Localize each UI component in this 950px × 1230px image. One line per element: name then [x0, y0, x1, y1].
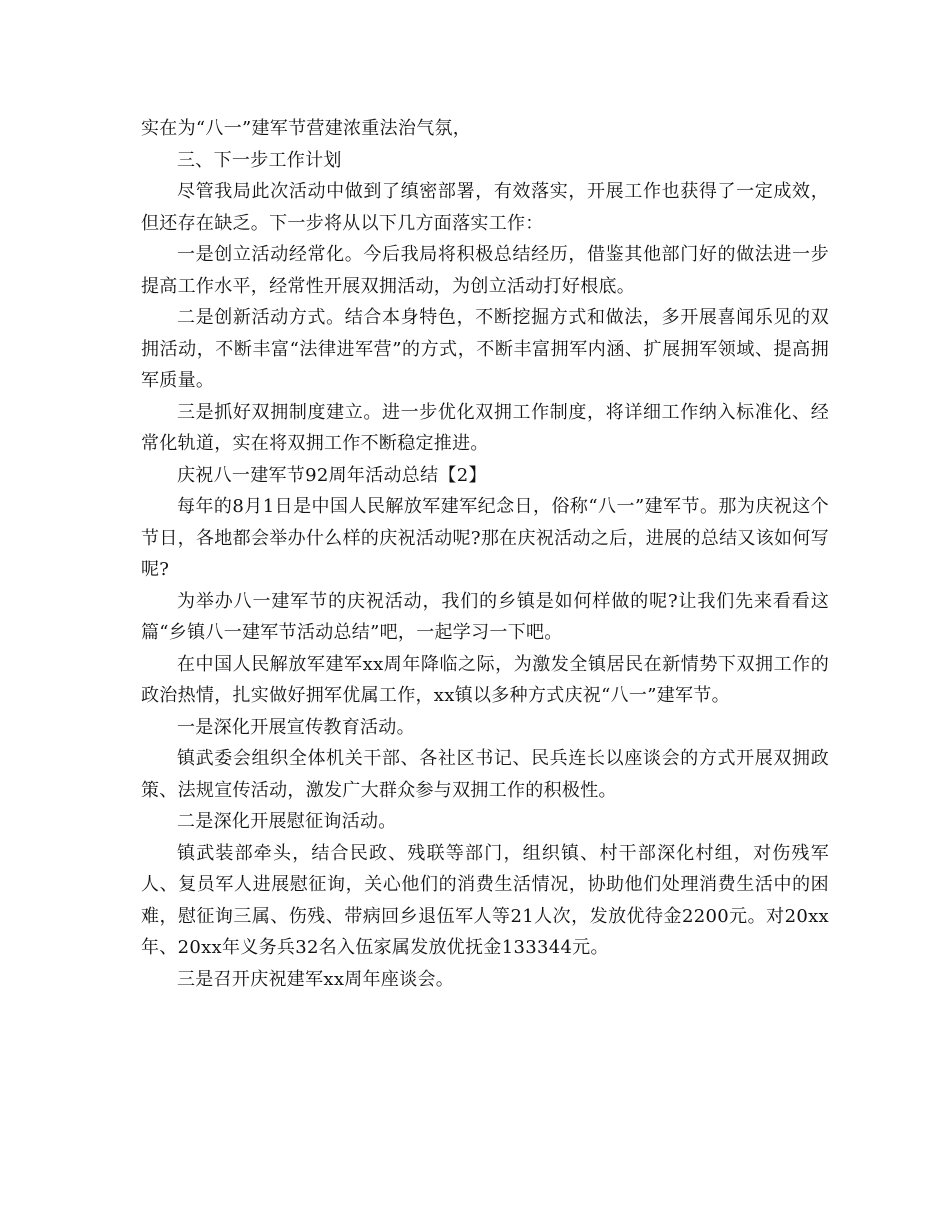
paragraph: 一是深化开展宣传教育活动。 [177, 716, 415, 738]
document-body [141, 113, 829, 995]
paragraph: 实在为“八一”建军节营建浓重法治气氛， [141, 118, 472, 139]
section-heading: 三、下一步工作计划 [177, 149, 342, 171]
paragraph: 二是深化开展慰征询活动。 [177, 811, 397, 832]
paragraph: 三是召开庆祝建军xx周年座谈会。 [177, 968, 455, 990]
paragraph: 三是抓好双拥制度建立。进一步优化双拥工作制度，将详细工作纳入标准化、经常化轨道，实在将双拥工作不断稳定推进。 [141, 401, 829, 454]
article-title: 庆祝八一建军节92周年活动总结【2】 [177, 464, 487, 486]
paragraph: 镇武装部牵头，结合民政、残联等部门，组织镇、村干部深化村组，对伤残军人、复员军人进展慰征询，关心他们的消费生活情况，协助他们处理消费生活中的困难，慰征询三属、伤残、带病回乡退伍军人等21人次，发放优待金2200元。对20xx年、20xx年义务兵32名入伍家属发放优抚金133344元。 [141, 842, 829, 958]
paragraph: 镇武委会组织全体机关干部、各社区书记、民兵连长以座谈会的方式开展双拥政策、法规宣传活动，激发广大群众参与双拥工作的积极性。 [141, 748, 829, 801]
paragraph: 二是创新活动方式。结合本身特色，不断挖掘方式和做法，多开展喜闻乐见的双拥活动，不断丰富“法律进军营”的方式，不断丰富拥军内涵、扩展拥军领域、提高拥军质量。 [141, 307, 829, 391]
paragraph: 在中国人民解放军建军xx周年降临之际，为激发全镇居民在新情势下双拥工作的政治热情，扎实做好拥军优属工作，xx镇以多种方式庆祝“八一”建军节。 [141, 653, 829, 706]
paragraph: 尽管我局此次活动中做到了缜密部署，有效落实，开展工作也获得了一定成效，但还存在缺乏。下一步将从以下几方面落实工作： [141, 181, 829, 234]
paragraph: 一是创立活动经常化。今后我局将积极总结经历，借鉴其他部门好的做法进一步提高工作水平，经常性开展双拥活动，为创立活动打好根底。 [141, 244, 829, 297]
paragraph: 为举办八一建军节的庆祝活动，我们的乡镇是如何样做的呢?让我们先来看看这篇“乡镇八一建军节活动总结”吧，一起学习一下吧。 [141, 590, 829, 643]
paragraph: 每年的8月1日是中国人民解放军建军纪念日，俗称“八一”建军节。那为庆祝这个节日，各地都会举办什么样的庆祝活动呢?那在庆祝活动之后，进展的总结又该如何写呢? [141, 496, 829, 580]
